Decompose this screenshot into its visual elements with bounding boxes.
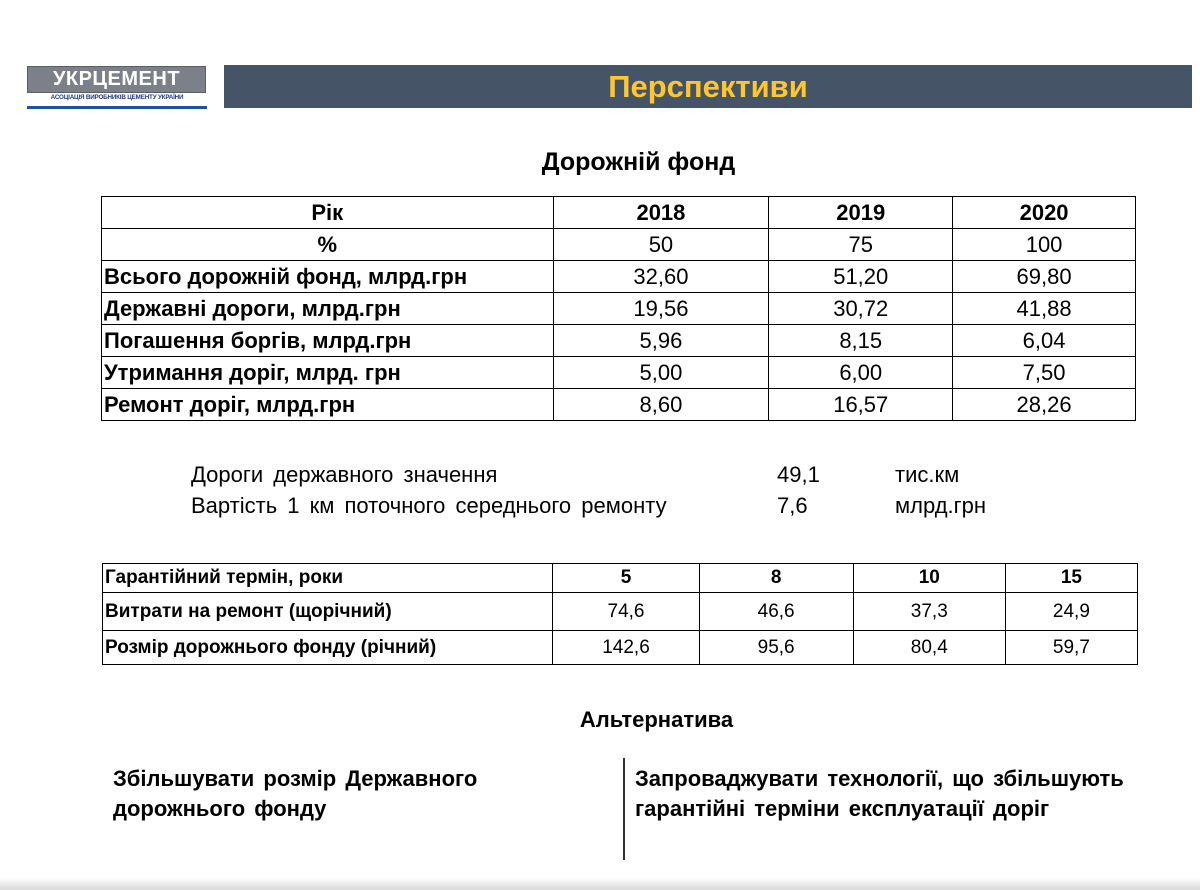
table-cell: 7,50 [953,357,1136,389]
table-row [102,261,1136,293]
logo-subtitle: АСОЦІАЦІЯ ВИРОБНИКІВ ЦЕМЕНТУ УКРАЇНИ [50,94,184,101]
table-row [103,593,1138,631]
row-label: % [102,229,554,261]
table-cell: 6,04 [953,325,1136,357]
table-cell: 37,3 [853,593,1005,631]
info-unit: тис.км [895,462,960,487]
table-row [103,631,1138,665]
header-cell: 5 [553,564,699,593]
table-cell: 8,60 [553,389,769,421]
table-cell: 80,4 [853,631,1005,665]
table-cell: 16,57 [769,389,953,421]
table-cell: 5,96 [553,325,769,357]
ukrcement-logo [27,66,207,111]
table-cell: 41,88 [953,293,1136,325]
warranty-table [102,563,1138,665]
header-cell: 2020 [953,197,1136,229]
table-row [102,389,1136,421]
table-cell: 69,80 [953,261,1136,293]
header-cell: 8 [699,564,853,593]
table-cell: 8,15 [769,325,953,357]
table-cell: 75 [769,229,953,261]
row-label: Утримання доріг, млрд. грн [102,357,554,389]
alternative-right-text: Запроваджувати технології, що збільшують гарантійні терміни експлуатації доріг [635,766,1124,821]
logo-underline [27,106,207,109]
info-label: Дороги державного значення [191,462,498,487]
table-cell: 24,9 [1005,593,1137,631]
table-cell: 51,20 [769,261,953,293]
bottom-shadow [0,878,1200,890]
table-cell: 95,6 [699,631,853,665]
road-fund-table [101,196,1136,421]
table-row [102,357,1136,389]
table-cell: 30,72 [769,293,953,325]
header-cell: Рік [102,197,554,229]
table-cell: 6,00 [769,357,953,389]
table-cell: 142,6 [553,631,699,665]
table-cell: 5,00 [553,357,769,389]
row-label: Погашення боргів, млрд.грн [102,325,554,357]
header-cell: 10 [853,564,1005,593]
info-value: 49,1 [777,462,820,487]
row-label: Розмір дорожнього фонду (річний) [103,631,553,665]
table-row [102,293,1136,325]
info-label: Вартість 1 км поточного середнього ремонту [191,493,667,518]
table-cell: 74,6 [553,593,699,631]
row-label: Державні дороги, млрд.грн [102,293,554,325]
table-cell: 19,56 [553,293,769,325]
info-value: 7,6 [777,493,808,518]
page-title: Перспективи [608,68,808,104]
header-cell: 2019 [769,197,953,229]
table-cell: 50 [553,229,769,261]
alternative-left-text: Збільшувати розмір Державного дорожнього фонду [113,766,478,821]
road-fund-heading: Дорожній фонд [541,148,736,176]
header-cell: Гарантійний термін, роки [103,564,553,593]
table-header-row [103,564,1138,593]
logo-name: УКРЦЕМЕНТ [27,66,206,93]
vertical-divider [623,758,625,860]
header-cell: 2018 [553,197,769,229]
table-row [102,229,1136,261]
table-cell: 46,6 [699,593,853,631]
table-cell: 32,60 [553,261,769,293]
table-header-row [102,197,1136,229]
header-cell: 15 [1005,564,1137,593]
alternative-heading: Альтернатива [579,707,734,732]
title-bar [224,65,1192,108]
table-cell: 59,7 [1005,631,1137,665]
table-row [102,325,1136,357]
row-label: Ремонт доріг, млрд.грн [102,389,554,421]
table-cell: 100 [953,229,1136,261]
row-label: Витрати на ремонт (щорічний) [103,593,553,631]
info-unit: млрд.грн [895,493,987,518]
table-cell: 28,26 [953,389,1136,421]
row-label: Всього дорожній фонд, млрд.грн [102,261,554,293]
